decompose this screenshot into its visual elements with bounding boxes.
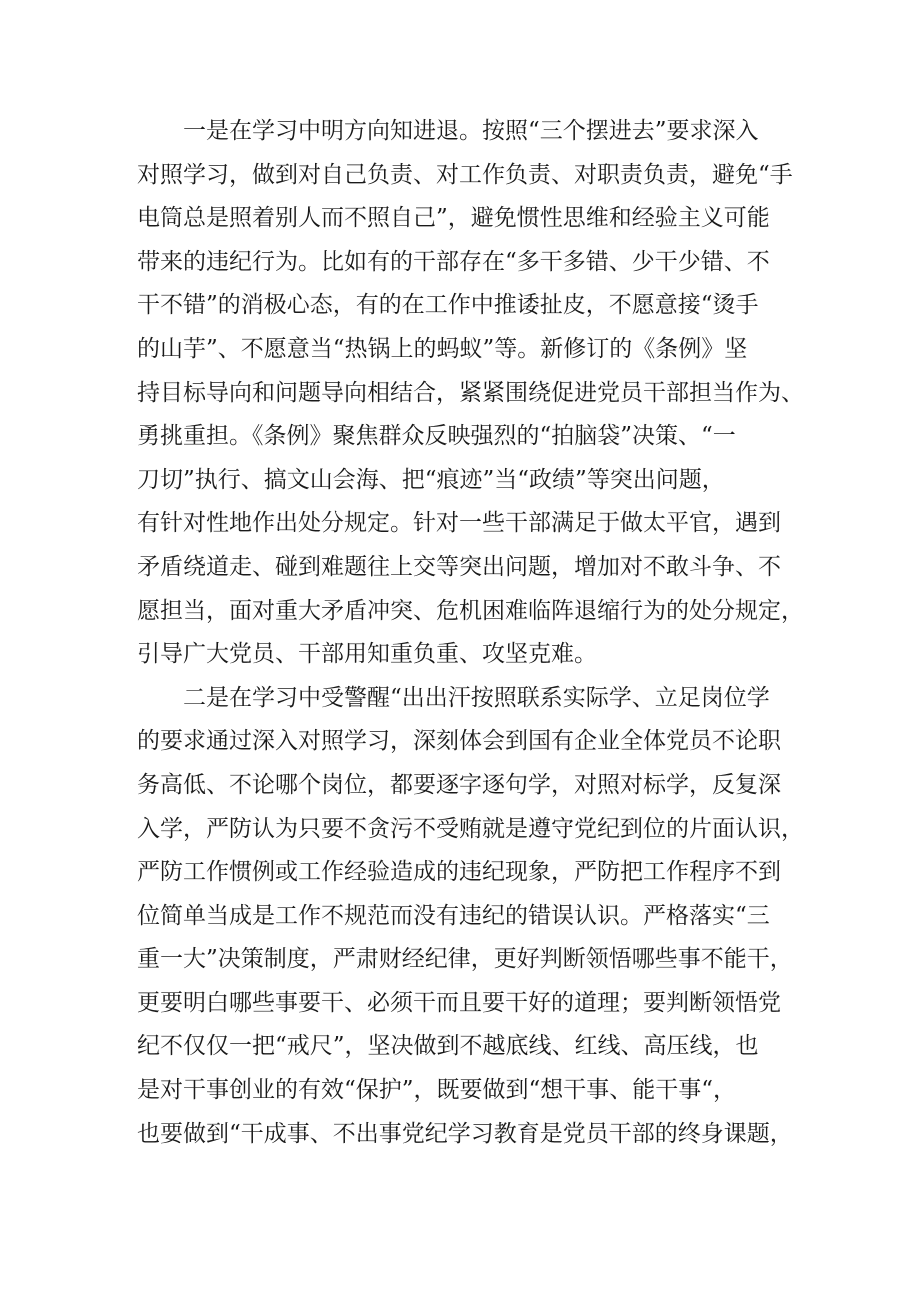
- paragraph-line: 二是在学习中受警醒“出出汗按照联系实际学、立足岗位学: [183, 684, 770, 711]
- paragraph-line: 重一大”决策制度，严肃财经纪律，更好判断领悟哪些事不能干，: [137, 946, 793, 973]
- paragraph-2: [137, 677, 804, 1157]
- paragraph-line: 更要明白哪些事要干、必须干而且要干好的道理；要判断领悟党: [137, 989, 781, 1016]
- paragraph-line: 务高低、不论哪个岗位，都要逐字逐句学，对照对标学，反复深: [137, 771, 781, 798]
- paragraph-line: 电筒总是照着别人而不照自己”，避免惯性思维和经验主义可能: [137, 205, 770, 232]
- paragraph-line: 的要求通过深入对照学习，深刻体会到国有企业全体党员不论职: [137, 728, 781, 755]
- paragraph-line: 有针对性地作出处分规定。针对一些干部满足于做太平官，遇到: [137, 510, 781, 537]
- paragraph-line: 刀切”执行、搞文山会海、把“痕迹”当“政绩”等突出问题，: [137, 466, 725, 493]
- paragraph-line: 矛盾绕道走、碰到难题往上交等突出问题，增加对不敢斗争、不: [137, 553, 781, 580]
- paragraph-line: 一是在学习中明方向知进退。按照“三个摆进去”要求深入: [183, 118, 759, 144]
- document-body: [137, 110, 804, 1156]
- paragraph-line: 带来的违纪行为。比如有的干部存在“多干多错、少干少错、不: [137, 248, 770, 275]
- paragraph-line: 持目标导向和问题导向相结合，紧紧围绕促进党员干部担当作为、: [137, 379, 804, 406]
- paragraph-line: 是对干事创业的有效“保护”，既要做到“想干事、能干事“，: [137, 1077, 737, 1104]
- paragraph-1: [137, 110, 804, 677]
- paragraph-line: 纪不仅仅一把“戒尺”，坚决做到不越底线、红线、高压线，也: [137, 1033, 759, 1060]
- paragraph-line: 引导广大党员、干部用知重负重、攻坚克难。: [137, 641, 597, 668]
- paragraph-line: 也要做到“干成事、不出事党纪学习教育是党员干部的终身课题，: [137, 1120, 793, 1147]
- paragraph-line: 对照学习，做到对自己负责、对工作负责、对职责负责，避免“手: [137, 161, 793, 188]
- paragraph-line: 入学，严防认为只要不贪污不受贿就是遵守党纪到位的片面认识，: [137, 815, 804, 842]
- paragraph-line: 的山芋”、不愿意当“热锅上的蚂蚁”等。新修订的《条例》坚: [137, 335, 748, 362]
- paragraph-line: 勇挑重担。《条例》聚焦群众反映强烈的“拍脑袋”决策、“一: [137, 423, 736, 450]
- paragraph-line: 干不错”的消极心态，有的在工作中推诿扯皮，不愿意接“烫手: [137, 292, 759, 319]
- paragraph-line: 位简单当成是工作不规范而没有违纪的错误认识。严格落实“三: [137, 902, 770, 929]
- paragraph-line: 严防工作惯例或工作经验造成的违纪现象，严防把工作程序不到: [137, 859, 781, 886]
- paragraph-line: 愿担当，面对重大矛盾冲突、危机困难临阵退缩行为的处分规定，: [137, 597, 804, 624]
